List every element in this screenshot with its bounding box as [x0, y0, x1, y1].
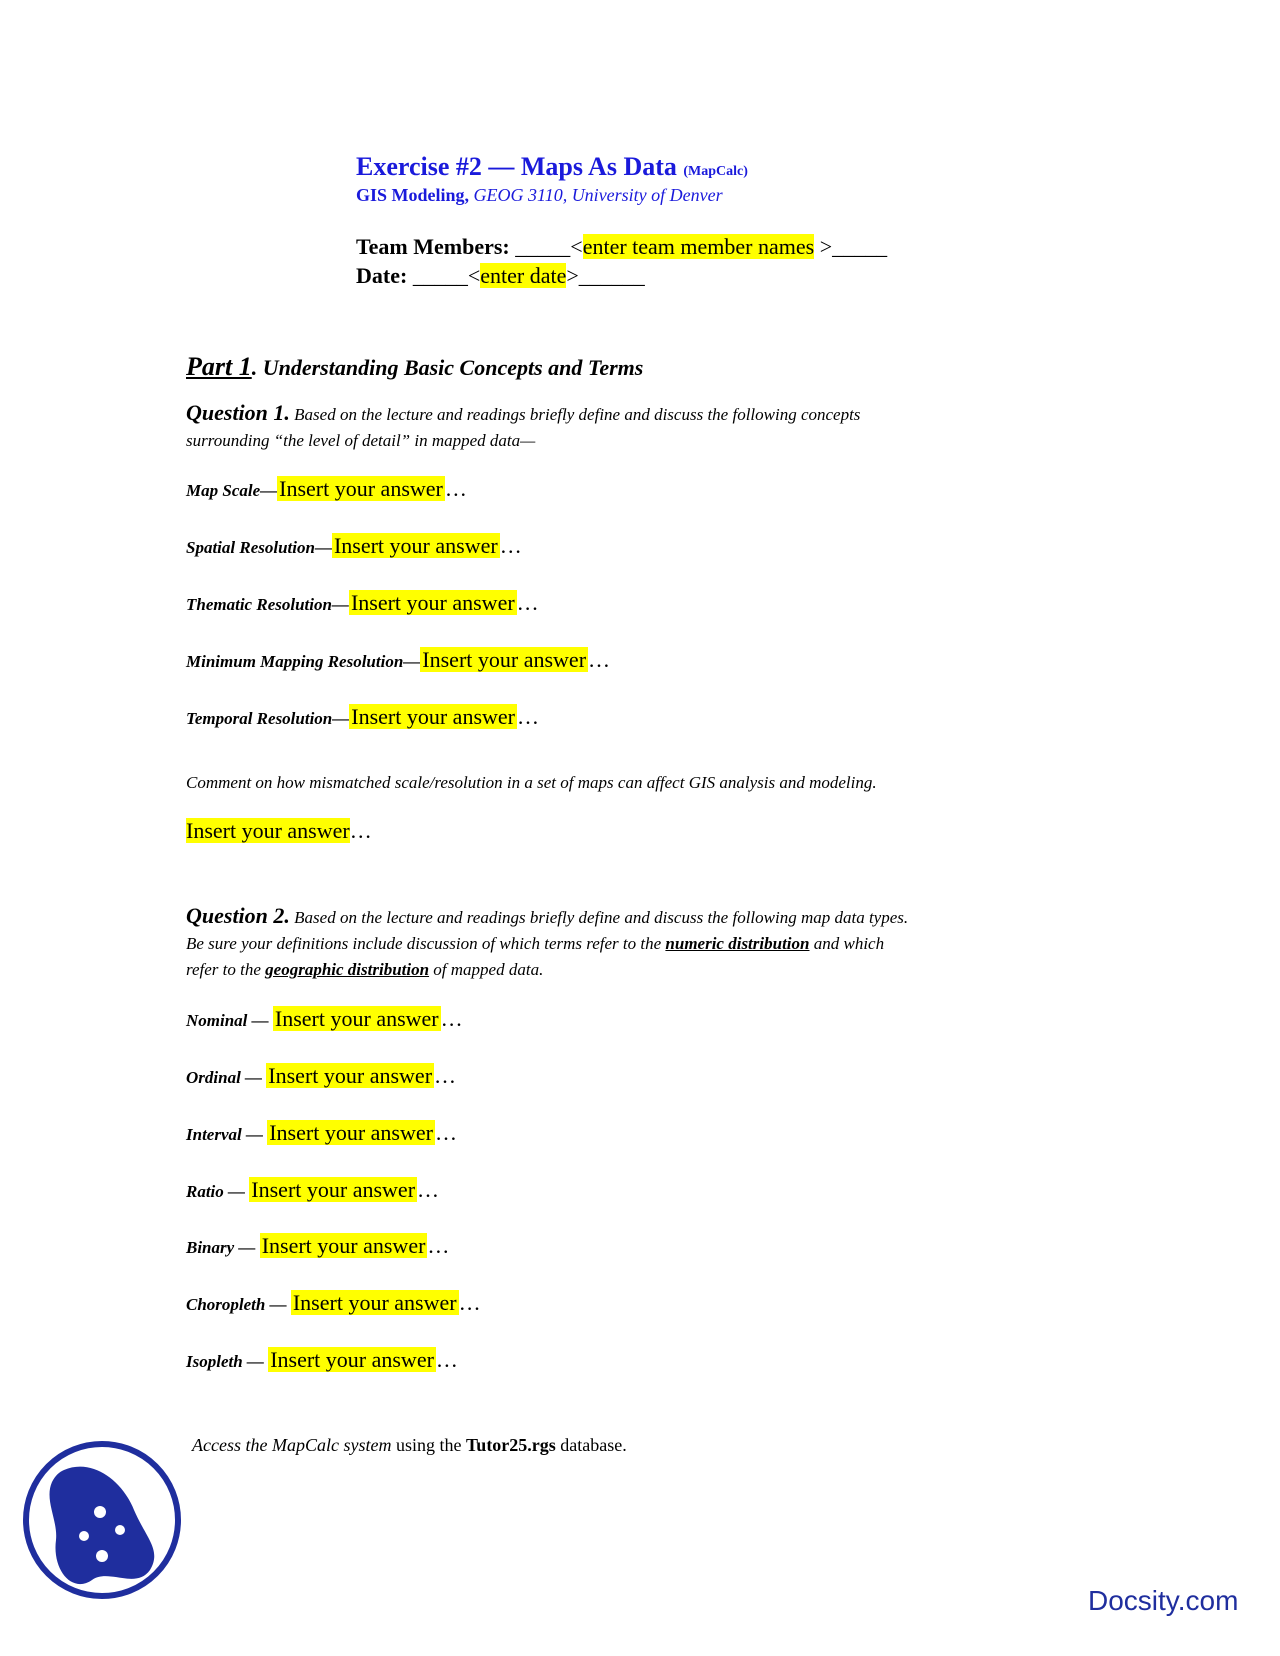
ellipsis: …	[435, 1347, 458, 1372]
term-label: Interval —	[186, 1125, 268, 1144]
term-label: Thematic Resolution—	[186, 595, 349, 614]
team-suffix: >_____	[814, 234, 888, 259]
comment-answer-field[interactable]: Insert your answer	[186, 818, 350, 843]
term-label: Map Scale—	[186, 481, 278, 500]
part1-heading	[186, 352, 643, 382]
ellipsis: …	[517, 704, 539, 729]
answer-field[interactable]: Insert your answer	[292, 1290, 457, 1315]
term-row	[186, 704, 539, 730]
answer-field[interactable]: Insert your answer	[333, 533, 498, 558]
ellipsis: …	[417, 1177, 440, 1202]
team-label: Team Members:	[356, 234, 510, 259]
ellipsis: …	[440, 1006, 463, 1031]
course-details: GEOG 3110, University of Denver	[473, 185, 723, 205]
access-instruction	[192, 1435, 627, 1456]
part1-title: . Understanding Basic Concepts and Terms	[251, 355, 644, 380]
part1-number: Part 1	[186, 352, 252, 381]
term-row	[186, 1120, 457, 1146]
ellipsis: …	[588, 647, 611, 672]
ellipsis: …	[516, 590, 539, 615]
geographic-distribution-term: geographic distribution	[265, 960, 430, 979]
answer-field[interactable]: Insert your answer	[350, 590, 515, 615]
question2-line1: Based on the lecture and readings briefly define and discuss the following map data types.	[289, 908, 909, 927]
docsity-logo-icon	[22, 1440, 182, 1600]
term-row	[186, 647, 610, 673]
ellipsis: …	[349, 818, 372, 843]
question2-line2b: and which	[809, 934, 885, 953]
numeric-distribution-term: numeric distribution	[665, 934, 810, 953]
answer-field[interactable]: Insert your answer	[279, 476, 443, 501]
ellipsis: …	[444, 476, 467, 501]
ellipsis: …	[427, 1233, 450, 1258]
term-row	[186, 1290, 481, 1316]
term-label: Ordinal —	[186, 1068, 267, 1087]
term-row	[186, 1233, 449, 1259]
question2-line3b: of mapped data.	[429, 960, 544, 979]
question1-line2: surrounding “the level of detail” in mapped data—	[186, 431, 536, 450]
question1-line1: Based on the lecture and readings briefly define and discuss the following concepts	[289, 405, 861, 424]
term-row	[186, 476, 467, 502]
answer-field[interactable]: Insert your answer	[270, 1347, 434, 1372]
term-label: Binary —	[186, 1238, 260, 1257]
term-label: Minimum Mapping Resolution—	[186, 652, 421, 671]
term-label: Nominal —	[186, 1011, 273, 1030]
course-subtitle	[356, 185, 723, 206]
access-mid: using the	[391, 1435, 466, 1455]
answer-field[interactable]: Insert your answer	[261, 1233, 426, 1258]
date-suffix: >______	[566, 263, 645, 288]
date-field[interactable]: enter date	[480, 263, 567, 288]
question2-line3a: refer to the	[186, 960, 266, 979]
term-label: Choropleth —	[186, 1295, 291, 1314]
term-label: Ratio —	[186, 1182, 250, 1201]
question2-prompt	[186, 903, 908, 983]
term-row	[186, 1177, 439, 1203]
term-label: Spatial Resolution—	[186, 538, 332, 557]
team-prefix: _____<	[515, 234, 583, 259]
answer-field[interactable]: Insert your answer	[351, 704, 515, 729]
answer-field[interactable]: Insert your answer	[274, 1006, 439, 1031]
course-name: GIS Modeling,	[356, 185, 470, 205]
term-row	[186, 1006, 463, 1032]
docsity-watermark: Docsity.com	[1088, 1585, 1239, 1616]
team-members-line	[356, 234, 887, 260]
date-line	[356, 263, 645, 289]
answer-field[interactable]: Insert your answer	[268, 1063, 433, 1088]
answer-field[interactable]: Insert your answer	[269, 1120, 433, 1145]
team-members-field[interactable]: enter team member names	[582, 234, 815, 259]
access-end: database.	[555, 1435, 627, 1455]
comment-answer-row	[186, 818, 372, 844]
question2-heading: Question 2.	[186, 903, 290, 928]
ellipsis: …	[458, 1290, 481, 1315]
term-row	[186, 1347, 458, 1373]
question1-heading: Question 1.	[186, 400, 290, 425]
answer-field[interactable]: Insert your answer	[422, 647, 587, 672]
question2-line2a: Be sure your definitions include discussion of which terms refer to the	[186, 934, 666, 953]
database-name: Tutor25.rgs	[465, 1435, 556, 1455]
term-row	[186, 590, 539, 616]
question1-prompt	[186, 400, 860, 454]
ellipsis: …	[434, 1063, 457, 1088]
date-label: Date:	[356, 263, 408, 288]
term-row	[186, 533, 522, 559]
answer-field[interactable]: Insert your answer	[251, 1177, 416, 1202]
title-suffix: (MapCalc)	[683, 164, 748, 179]
title-text: Exercise #2 — Maps As Data	[356, 152, 677, 181]
access-italic: Access the MapCalc system	[192, 1435, 392, 1455]
date-prefix: _____<	[412, 263, 481, 288]
term-row	[186, 1063, 456, 1089]
comment-prompt: Comment on how mismatched scale/resolution in a set of maps can affect GIS analysis and modeling.	[186, 773, 877, 792]
term-label: Temporal Resolution—	[186, 709, 350, 728]
ellipsis: …	[434, 1120, 457, 1145]
term-label: Isopleth —	[186, 1352, 269, 1371]
ellipsis: …	[499, 533, 522, 558]
document-title	[356, 152, 748, 182]
